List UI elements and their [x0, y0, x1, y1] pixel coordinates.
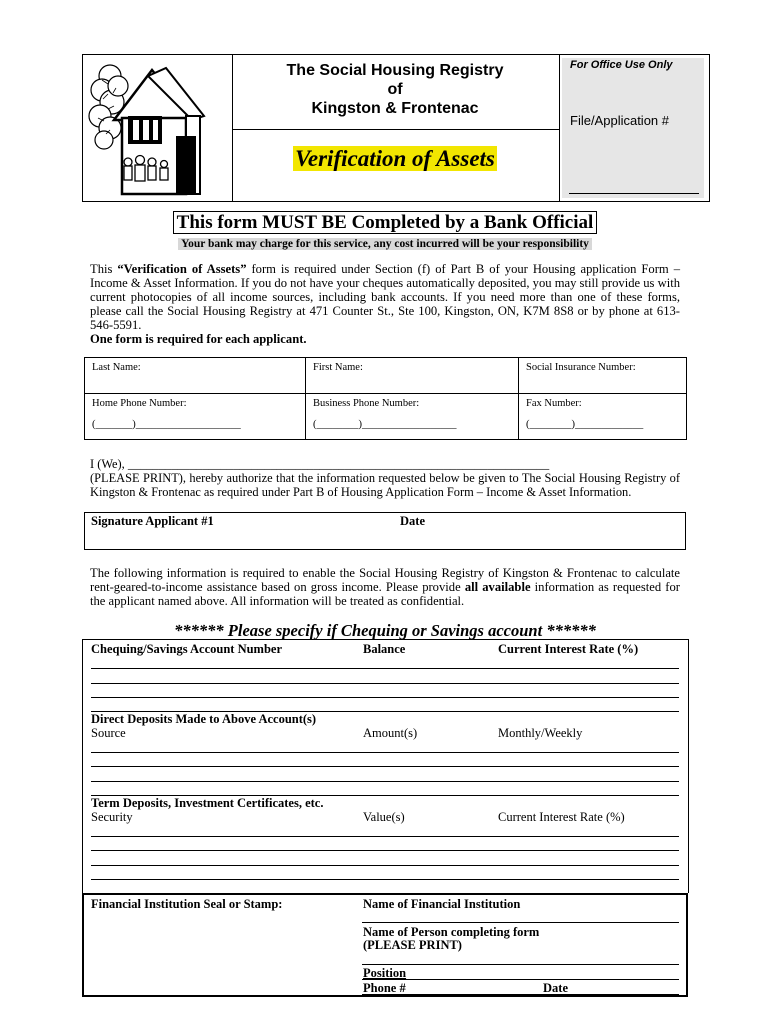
- house-logo-icon: [88, 58, 224, 198]
- institution-date-label: Date: [543, 981, 568, 995]
- section-top-rule: [82, 639, 688, 640]
- person-name-line[interactable]: [362, 964, 679, 965]
- last-name-field[interactable]: Last Name:: [85, 358, 306, 394]
- one-form-note: One form is required for each applicant.: [90, 332, 307, 346]
- please-print-label: (PLEASE PRINT): [363, 938, 462, 952]
- account-line-3[interactable]: [91, 697, 679, 698]
- signature-label: Signature Applicant #1: [91, 514, 214, 528]
- office-use-panel: [562, 58, 704, 198]
- balance-header: Balance: [363, 642, 406, 656]
- section-right-rule: [688, 639, 689, 893]
- specify-account-heading: ****** Please specify if Chequing or Savings account ******: [174, 621, 596, 640]
- business-phone-field[interactable]: Business Phone Number: (________)__________________: [306, 394, 519, 440]
- values-header: Value(s): [363, 810, 405, 824]
- monthly-weekly-header: Monthly/Weekly: [498, 726, 583, 740]
- fax-field[interactable]: Fax Number: (________)_____________: [519, 394, 687, 440]
- interest-rate-header: Current Interest Rate (%): [498, 642, 639, 656]
- deposit-line-1[interactable]: [91, 752, 679, 753]
- account-line-1[interactable]: [91, 668, 679, 669]
- authorization-text: I (We), ____________________________________________________________________ (PLEASE PRINT), hereby authorize that the information requested below be given to The Social Housing Registry of Kingston & Frontenac as required under Part B of Housing Application Form – Income & Asset Information.: [90, 457, 680, 499]
- info-paragraph: The following information is required to enable the Social Housing Registry of Kingston & Frontenac to calculate rent-geared-to-income assistance based on gross income. Please provide all available information as requested for the applicant named above. All information will be treated as confidential.: [90, 566, 680, 608]
- phone-date-line[interactable]: [362, 994, 679, 995]
- applicant-name-line[interactable]: I (We), ____________________________________________________________________: [90, 457, 550, 471]
- signature-date-label: Date: [400, 514, 425, 528]
- charge-warning: Your bank may charge for this service, any cost incurred will be your responsibility: [0, 234, 770, 252]
- form-title: Verification of Assets: [295, 146, 495, 171]
- first-name-field[interactable]: First Name:: [306, 358, 519, 394]
- security-header: Security: [91, 810, 133, 824]
- account-line-2[interactable]: [91, 683, 679, 684]
- term-line-2[interactable]: [91, 850, 679, 851]
- must-complete-notice: This form MUST BE Completed by a Bank Official: [0, 212, 770, 233]
- header-divider-right: [559, 55, 560, 201]
- account-number-header: Chequing/Savings Account Number: [91, 642, 283, 656]
- seal-stamp-label: Financial Institution Seal or Stamp:: [91, 897, 283, 911]
- intro-paragraph: This “Verification of Assets” form is required under Section (f) of Part B of your Housing application Form – Income & Asset Information. If you do not have your cheques automatically deposited, you may still provide us with current photocopies of all income sources, including bank accounts. If you need more than one of these forms, please call the Social Housing Registry at 471 Counter St., Ste 100, Kingston, ON, K7M 8S8 or by phone at 613-546-5591. One form is required for each applicant.: [90, 262, 680, 346]
- term-deposits-title: Term Deposits, Investment Certificates, etc.: [91, 796, 324, 810]
- file-application-label: File/Application #: [570, 113, 669, 128]
- term-line-4[interactable]: [91, 879, 679, 880]
- person-name-label: Name of Person completing form: [363, 925, 540, 939]
- applicant-info-table: [84, 357, 687, 440]
- office-use-label: For Office Use Only: [570, 59, 673, 71]
- position-label: Position: [363, 966, 407, 980]
- org-title: The Social Housing Registry of Kingston & Frontenac: [286, 62, 504, 117]
- institution-name-line[interactable]: [362, 922, 679, 923]
- term-line-1[interactable]: [91, 836, 679, 837]
- term-line-3[interactable]: [91, 865, 679, 866]
- phone-label: Phone #: [363, 981, 406, 995]
- term-interest-rate-header: Current Interest Rate (%): [498, 810, 625, 824]
- home-phone-field[interactable]: Home Phone Number: (_______)____________________: [85, 394, 306, 440]
- deposit-line-3[interactable]: [91, 781, 679, 782]
- institution-name-label: Name of Financial Institution: [363, 897, 521, 911]
- header-mid-line: [232, 129, 559, 130]
- section-left-rule: [82, 639, 83, 893]
- source-header: Source: [91, 726, 126, 740]
- deposit-line-2[interactable]: [91, 766, 679, 767]
- position-line[interactable]: [362, 979, 679, 980]
- sin-field[interactable]: Social Insurance Number:: [519, 358, 687, 394]
- file-application-blank: [569, 193, 699, 194]
- amounts-header: Amount(s): [363, 726, 418, 740]
- direct-deposits-title: Direct Deposits Made to Above Account(s): [91, 712, 317, 726]
